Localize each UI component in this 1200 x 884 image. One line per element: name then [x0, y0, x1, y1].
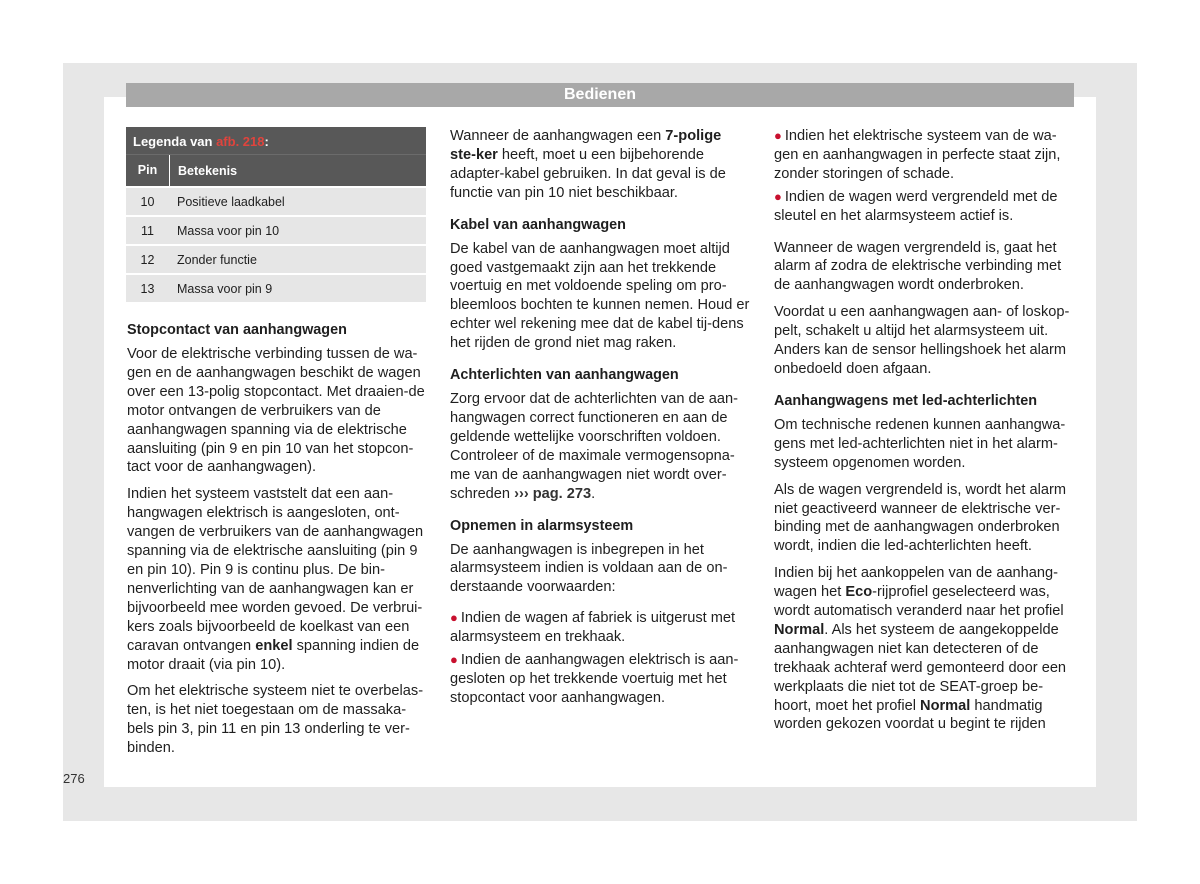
bullet-item [774, 127, 1074, 184]
section-header [126, 83, 1074, 107]
text: Zorg ervoor dat de achterlichten van de aan-hangwagen correct functioneren en aan de geldende wettelijke voorschriften voldoen. Controleer of de maximale vermogensopna-me van de aanhangwagen niet wordt over-schreden [450, 391, 738, 502]
legend-title-text: Legenda van [133, 134, 217, 149]
paragraph: Als de wagen vergrendeld is, wordt het alarm niet geactiveerd wanneer de elektrische ver-binding met de aanhangwagen onderbroken wordt, indien die led-achterlichten heeft. [774, 481, 1067, 555]
text: Indien de wagen af fabriek is uitgerust met alarmsysteem en trekhaak. [450, 610, 736, 646]
text: Indien het systeem vaststelt dat een aan-hangwagen elektrisch is aangesloten, ont-vangen de verbruikers van de aanhangwagen spanning via de elektrische aansluiting (pin 9 en pin 10). Pin 9 is continu plus. De bin-nenverlichting van de aanhangwagen kan er bijvoorbeeld mee worden gevoed. De verbrui-kers zoals bijvoorbeeld de koelkast van een caravan ontvangen [127, 486, 424, 654]
header-meaning: Betekenis [178, 163, 238, 178]
paragraph: Voordat u een aanhangwagen aan- of loskop-pelt, schakelt u altijd het alarmsysteem uit. Anders kan de sensor hellingshoek het alarm onbedoeld doen afgaan. [774, 304, 1070, 377]
legend-title [126, 127, 426, 154]
text: Indien de aanhangwagen elektrisch is aan-gesloten op het trekkende voertuig met het stopcontact voor aanhangwagen. [450, 652, 739, 706]
cell-pin: 11 [141, 223, 154, 238]
text: Indien het elektrische systeem van de wa-gen en aanhangwagen in perfecte staat zijn, zonder storingen of schade. [774, 128, 1061, 182]
paragraph [450, 127, 750, 203]
text: Indien de wagen werd vergrendeld met de sleutel en het alarmsysteem actief is. [774, 188, 1058, 224]
text: Wanneer de aanhangwagen een [450, 128, 666, 144]
paragraph [774, 564, 1074, 734]
paragraph [450, 390, 750, 503]
table-row [126, 246, 426, 273]
cell-meaning: Positieve laadkabel [177, 194, 285, 209]
column-1 [127, 321, 427, 766]
cell-pin: 12 [140, 252, 155, 267]
bullet-item [450, 609, 750, 647]
text: heeft, moet u een bijbehorende adapter-kabel gebruiken. In dat geval is de functie van pin 10 niet beschikbaar. [450, 146, 726, 201]
bold-text: Normal [774, 621, 825, 638]
bold-text: 7-polige ste-ker [450, 128, 722, 163]
heading-alarm: Opnemen in alarmsysteem [450, 517, 634, 534]
cell-meaning: Massa voor pin 9 [177, 281, 273, 296]
text: -rijprofiel geselecteerd was, wordt automatisch veranderd naar het profiel [774, 584, 1064, 620]
paragraph: De kabel van de aanhangwagen moet altijd goed vastgemaakt zijn aan het trekkende voertuig en met voldoende speling om pro-bleemloos bochten te kunnen nemen. Houd er echter wel rekening mee dat de kabel tij-dens het rijden de grond niet mag raken. [450, 240, 750, 352]
bold-text: enkel [255, 637, 293, 654]
legend-header-row [126, 154, 426, 186]
page-reference-link[interactable]: ››› pag. 273 [514, 485, 592, 502]
paragraph: Voor de elektrische verbinding tussen de wa-gen en de aanhangwagen beschikt de wagen over een 13-polig stopcontact. Met draaien-de motor ontvangen de verbruikers van de aanhangwagen spanning via de elektrische aansluiting (pin 9 en pin 10 van het stopcon-tact voor de aanhangwagen). [127, 346, 425, 476]
bold-text: Eco [845, 584, 873, 601]
table-row [126, 217, 426, 244]
text: spanning indien de motor draait (via pin 10). [127, 637, 420, 673]
heading-kabel: Kabel van aanhangwagen [450, 216, 626, 233]
bullet-icon: ● [450, 610, 458, 626]
cell-pin: 10 [140, 194, 155, 209]
section-title: Bedienen [563, 86, 636, 103]
bullet-icon: ● [774, 128, 782, 143]
bullet-item [450, 651, 750, 708]
heading-led: Aanhangwagens met led-achterlichten [774, 392, 1038, 409]
paragraph: Om technische redenen kunnen aanhangwa-gens met led-achterlichten niet in het alarm-systeem opgenomen worden. [774, 416, 1066, 471]
column-3 [774, 127, 1074, 742]
cell-meaning: Massa voor pin 10 [177, 223, 280, 238]
bullet-icon: ● [450, 652, 458, 668]
paragraph: Om het elektrische systeem niet te overbelas-ten, is het niet toegestaan om de massaka-bels pin 3, pin 11 en pin 13 onderling te ver-binden. [127, 683, 424, 757]
text: . [591, 485, 596, 502]
cell-meaning: Zonder functie [177, 252, 257, 267]
figure-link[interactable]: afb. 218 [216, 134, 265, 149]
text: . Als het systeem de aangekoppelde aanhangwagen niet kan detecteren of de trekhaak achteraf werd gemonteerd door een werkplaats die niet tot de SEAT-groep be-hoort, moet het profiel [774, 621, 1067, 714]
cell-pin: 13 [140, 281, 155, 296]
bullet-item [774, 188, 1074, 226]
column-2 [450, 127, 750, 716]
header-pin: Pin [126, 155, 170, 186]
table-row [126, 188, 426, 215]
heading-achterlichten: Achterlichten van aanhangwagen [450, 367, 679, 384]
text: handmatig worden gekozen voordat u begint te rijden [774, 697, 1046, 733]
page-number: 276 [63, 771, 85, 786]
legend-title-colon: : [264, 134, 269, 149]
table-row [126, 275, 426, 302]
legend-table [126, 127, 426, 302]
text: Indien bij het aankoppelen van de aanhang-wagen het [774, 565, 1059, 601]
heading-stopcontact: Stopcontact van aanhangwagen [127, 322, 347, 338]
bullet-icon: ● [774, 188, 782, 204]
bold-text: Normal [920, 697, 971, 714]
paragraph: De aanhangwagen is inbegrepen in het alarmsysteem indien is voldaan aan de on-derstaande voorwaarden: [450, 541, 728, 596]
paragraph [127, 485, 427, 674]
paragraph: Wanneer de wagen vergrendeld is, gaat het alarm af zodra de elektrische verbinding met de aanhangwagen wordt onderbroken. [774, 239, 1062, 294]
